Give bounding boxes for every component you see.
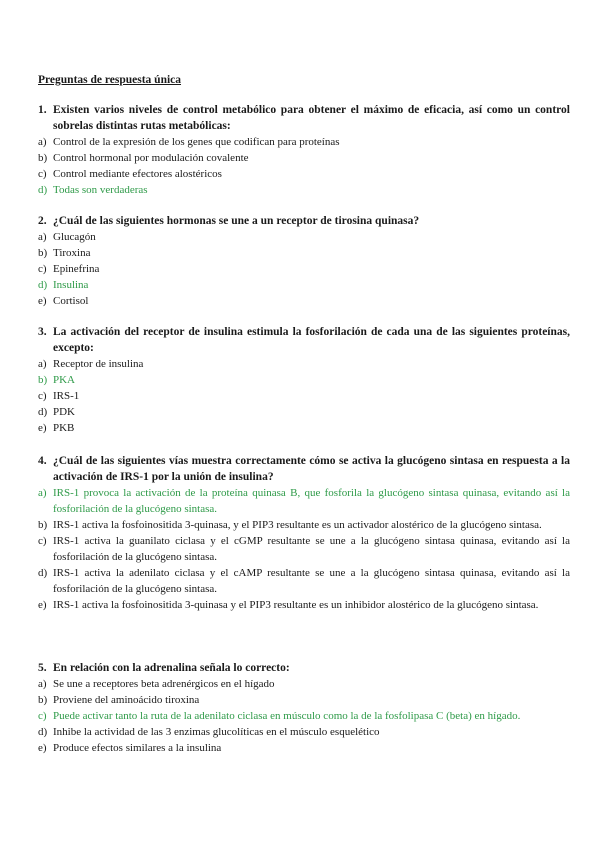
option-text: IRS-1 activa la fosfoinositida 3-quinasa, y el PIP3 resultante es un activador alostérico de la glucógeno sintasa. [53, 519, 542, 531]
option-letter: c) [38, 710, 47, 722]
option-letter: d) [38, 279, 48, 291]
option-item [38, 166, 570, 182]
option-text: Glucagón [53, 231, 96, 243]
option-letter: d) [38, 726, 48, 738]
question-5 [38, 660, 570, 756]
option-letter: c) [38, 535, 47, 547]
option-text: IRS-1 [53, 390, 80, 402]
option-text: Receptor de insulina [53, 358, 144, 370]
option-text: Epinefrina [53, 263, 100, 275]
option-item [38, 676, 570, 692]
option-text: Insulina [53, 279, 89, 291]
question-text: La activación del receptor de insulina estimula la fosforilación de cada una de las siguientes proteínas, excepto: [53, 326, 570, 354]
question-2 [38, 213, 570, 309]
section-heading: Preguntas de respuesta única [38, 74, 182, 86]
option-item [38, 692, 570, 708]
option-text: IRS-1 activa la fosfoinositida 3-quinasa y el PIP3 resultante es un inhibidor alostérico de la glucógeno sintasa. [53, 599, 539, 611]
option-text: Tiroxina [53, 247, 91, 259]
option-letter: d) [38, 406, 48, 418]
option-correct [38, 182, 570, 198]
option-letter: c) [38, 263, 47, 275]
option-item [38, 245, 570, 261]
option-item [38, 517, 570, 533]
option-text: IRS-1 provoca la activación de la proteína quinasa B, que fosforila la glucógeno sintasa quinasa, evitando así la fosforilación de la glucógeno sintasa. [53, 487, 570, 515]
option-letter: b) [38, 152, 48, 164]
option-letter: e) [38, 295, 47, 307]
option-letter: b) [38, 694, 48, 706]
question-text: ¿Cuál de las siguientes hormonas se une a un receptor de tirosina quinasa? [53, 215, 420, 227]
option-item [38, 229, 570, 245]
option-item [38, 420, 570, 436]
option-letter: d) [38, 184, 48, 196]
option-item [38, 724, 570, 740]
option-letter: e) [38, 599, 47, 611]
option-letter: b) [38, 519, 48, 531]
option-letter: b) [38, 247, 48, 259]
option-text: Produce efectos similares a la insulina [53, 742, 222, 754]
question-number: 3. [38, 326, 47, 338]
option-correct [38, 485, 570, 517]
question-number: 1. [38, 104, 47, 116]
option-letter: a) [38, 678, 47, 690]
option-item [38, 533, 570, 565]
question-title [38, 660, 570, 676]
option-letter: a) [38, 136, 47, 148]
option-text: Todas son verdaderas [53, 184, 148, 196]
question-4 [38, 453, 570, 613]
option-text: PKA [53, 374, 76, 386]
option-letter: c) [38, 168, 47, 180]
question-text: En relación con la adrenalina señala lo correcto: [53, 662, 290, 674]
option-text: IRS-1 activa la adenilato ciclasa y el cAMP resultante se une a la glucógeno sintasa quinasa, evitando así la fosforilación de la glucógeno sintasa. [53, 567, 570, 595]
option-text: Proviene del aminoácido tiroxina [53, 694, 200, 706]
option-item [38, 134, 570, 150]
option-letter: e) [38, 742, 47, 754]
option-item [38, 356, 570, 372]
option-letter: b) [38, 374, 48, 386]
option-letter: d) [38, 567, 48, 579]
question-title [38, 324, 570, 356]
option-item [38, 293, 570, 309]
option-item [38, 597, 570, 613]
option-letter: c) [38, 390, 47, 402]
option-text: Puede activar tanto la ruta de la adenilato ciclasa en músculo como la de la fosfolipasa C (beta) en hígado. [53, 710, 521, 722]
question-title [38, 213, 570, 229]
option-text: Inhibe la actividad de las 3 enzimas glucolíticas en el músculo esquelético [53, 726, 380, 738]
option-letter: a) [38, 358, 47, 370]
option-text: Control de la expresión de los genes que codifican para proteínas [53, 136, 340, 148]
option-text: IRS-1 activa la guanilato ciclasa y el cGMP resultante se une a la glucógeno sintasa quinasa, evitando así la fosforilación de la glucógeno sintasa. [53, 535, 570, 563]
option-letter: a) [38, 231, 47, 243]
option-item [38, 150, 570, 166]
question-1 [38, 102, 570, 198]
option-item [38, 740, 570, 756]
question-title [38, 102, 570, 134]
option-text: Cortisol [53, 295, 89, 307]
option-text: Control hormonal por modulación covalente [53, 152, 249, 164]
option-item [38, 261, 570, 277]
option-item [38, 565, 570, 597]
option-text: PKB [53, 422, 75, 434]
option-letter: a) [38, 487, 47, 499]
question-number: 4. [38, 455, 47, 467]
option-correct [38, 372, 570, 388]
question-number: 2. [38, 215, 47, 227]
question-text: ¿Cuál de las siguientes vías muestra correctamente cómo se activa la glucógeno sintasa en respuesta a la activación de IRS-1 por la unión de insulina? [53, 455, 570, 483]
option-correct [38, 277, 570, 293]
option-text: Control mediante efectores alostéricos [53, 168, 222, 180]
question-text: Existen varios niveles de control metabólico para obtener el máximo de eficacia, así como un control sobrelas distintas rutas metabólicas: [53, 104, 570, 132]
question-title [38, 453, 570, 485]
question-3 [38, 324, 570, 436]
option-text: Se une a receptores beta adrenérgicos en el hígado [53, 678, 275, 690]
option-text: PDK [53, 406, 76, 418]
option-item [38, 404, 570, 420]
option-letter: e) [38, 422, 47, 434]
option-correct [38, 708, 570, 724]
option-item [38, 388, 570, 404]
question-number: 5. [38, 662, 47, 674]
